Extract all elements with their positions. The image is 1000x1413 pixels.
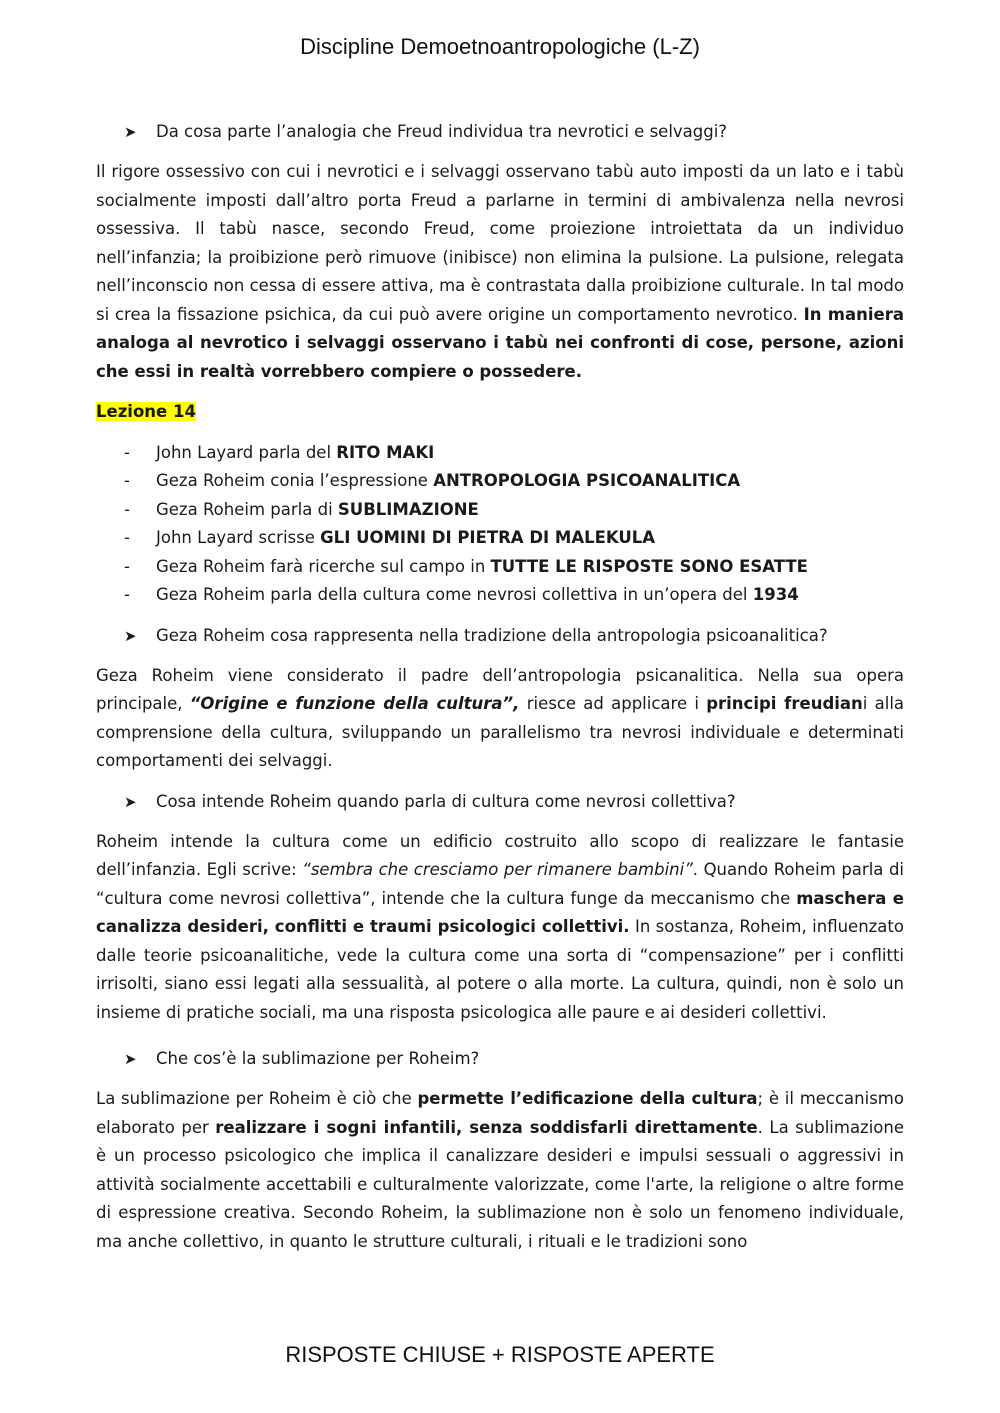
- question-4: [96, 1045, 904, 1073]
- facts-list: [96, 439, 904, 610]
- document-body: [96, 118, 904, 1268]
- list-item: - Geza Roheim conia l’espressione ANTROPOLOGIA PSICOANALITICA: [96, 467, 904, 496]
- question-1: [96, 118, 904, 146]
- question-2: [96, 622, 904, 650]
- book-title: “Origine e funzione della cultura”,: [189, 694, 520, 713]
- dash-bullet-icon: -: [124, 442, 130, 462]
- quote-text: “sembra che cresciamo per rimanere bambini”: [302, 860, 693, 879]
- dash-bullet-icon: -: [124, 585, 130, 604]
- list-item: - John Layard parla del RITO MAKI: [96, 439, 904, 468]
- list-item: - John Layard scrisse GLI UOMINI DI PIETRA DI MALEKULA: [96, 524, 904, 553]
- answer-text: Il rigore ossessivo con cui i nevrotici e i selvaggi osservano tabù auto imposti da un lato e i tabù socialmente imposti dall’altro porta Freud a parlarne in termini di ambivalenza nella nevrosi ossessiva. Il tabù nasce, secondo Freud, come proiezione introiettata da un individuo nell’infanzia; la proibizione però rimuove (inibisce) non elimina la pulsione. La pulsione, relegata nell’inconscio non cessa di essere attiva, ma è contrastata dalla proibizione culturale. In tal modo si crea la fissazione psichica, da cui può avere origine un comportamento nevrotico.: [96, 162, 904, 324]
- question-3: [96, 788, 904, 816]
- answer-3: Roheim intende la cultura come un edificio costruito allo scopo di realizzare le fantasie dell’infanzia. Egli scrive: “sembra che cresciamo per rimanere bambini”. Quando Roheim parla di “cultura come nevrosi collettiva”, intende che la cultura funge da meccanismo che maschera e canalizza desideri, conflitti e traumi psicologici collettivi. In sostanza, Roheim, influenzato dalle teorie psicoanalitiche, vede la cultura come una sorta di “compensazione” per i conflitti irrisolti, siano essi legati alla sessualità, al potere o alla morte. La cultura, quindi, non è solo un insieme di pratiche sociali, ma una risposta psicologica alle paure e ai desideri collettivi.: [96, 831, 904, 1022]
- dash-bullet-icon: -: [124, 471, 130, 490]
- question-text: Cosa intende Roheim quando parla di cultura come nevrosi collettiva?: [156, 791, 736, 811]
- question-text: Da cosa parte l’analogia che Freud individua tra nevrotici e selvaggi?: [156, 122, 728, 141]
- arrow-bullet-icon: ➤: [124, 792, 137, 811]
- dash-bullet-icon: -: [124, 528, 130, 547]
- answer-1: [96, 158, 904, 386]
- answer-4: La sublimazione per Roheim è ciò che permette l’edificazione della cultura; è il meccanismo elaborato per realizzare i sogni infantili, senza soddisfarli direttamente. La sublimazione è un processo psicologico che implica il canalizzare desideri e impulsi sessuali o aggressivi in attività socialmente accettabili e culturalmente valorizzate, come l'arte, la religione o altre forme di espressione creativa. Secondo Roheim, la sublimazione non è solo un fenomeno individuale, ma anche collettivo, in quanto le strutture culturali, i rituali e le tradizioni sono: [96, 1089, 905, 1251]
- list-item: - Geza Roheim parla della cultura come nevrosi collettiva in un’opera del 1934: [96, 581, 904, 610]
- lesson-heading: [96, 398, 904, 427]
- list-item: - Geza Roheim farà ricerche sul campo in TUTTE LE RISPOSTE SONO ESATTE: [96, 553, 904, 582]
- dash-bullet-icon: -: [124, 556, 130, 576]
- dash-bullet-icon: -: [124, 499, 130, 519]
- arrow-bullet-icon: ➤: [124, 1050, 137, 1068]
- question-text: Geza Roheim cosa rappresenta nella tradizione della antropologia psicoanalitica?: [156, 625, 828, 645]
- answer-2: Geza Roheim viene considerato il padre dell’antropologia psicanalitica. Nella sua opera principale, “Origine e funzione della cultura”, riesce ad applicare i principi freudiani alla comprensione della cultura, sviluppando un parallelismo tra nevrosi individuale e determinati comportamenti dei selvaggi.: [96, 665, 905, 770]
- question-text: Che cos’è la sublimazione per Roheim?: [156, 1049, 480, 1068]
- page-footer: RISPOSTE CHIUSE + RISPOSTE APERTE: [285, 1342, 715, 1367]
- arrow-bullet-icon: ➤: [124, 626, 137, 645]
- lesson-label: Lezione 14: [96, 402, 196, 421]
- page-header: Discipline Demoetnoantropologiche (L-Z): [300, 34, 700, 59]
- list-item: - Geza Roheim parla di SUBLIMAZIONE: [96, 496, 904, 525]
- arrow-bullet-icon: ➤: [124, 123, 137, 141]
- answer-bold-text: In maniera analoga al nevrotico i selvaggi osservano i tabù nei confronti di cose, persone, azioni che essi in realtà vorrebbero compiere o possedere.: [96, 304, 904, 381]
